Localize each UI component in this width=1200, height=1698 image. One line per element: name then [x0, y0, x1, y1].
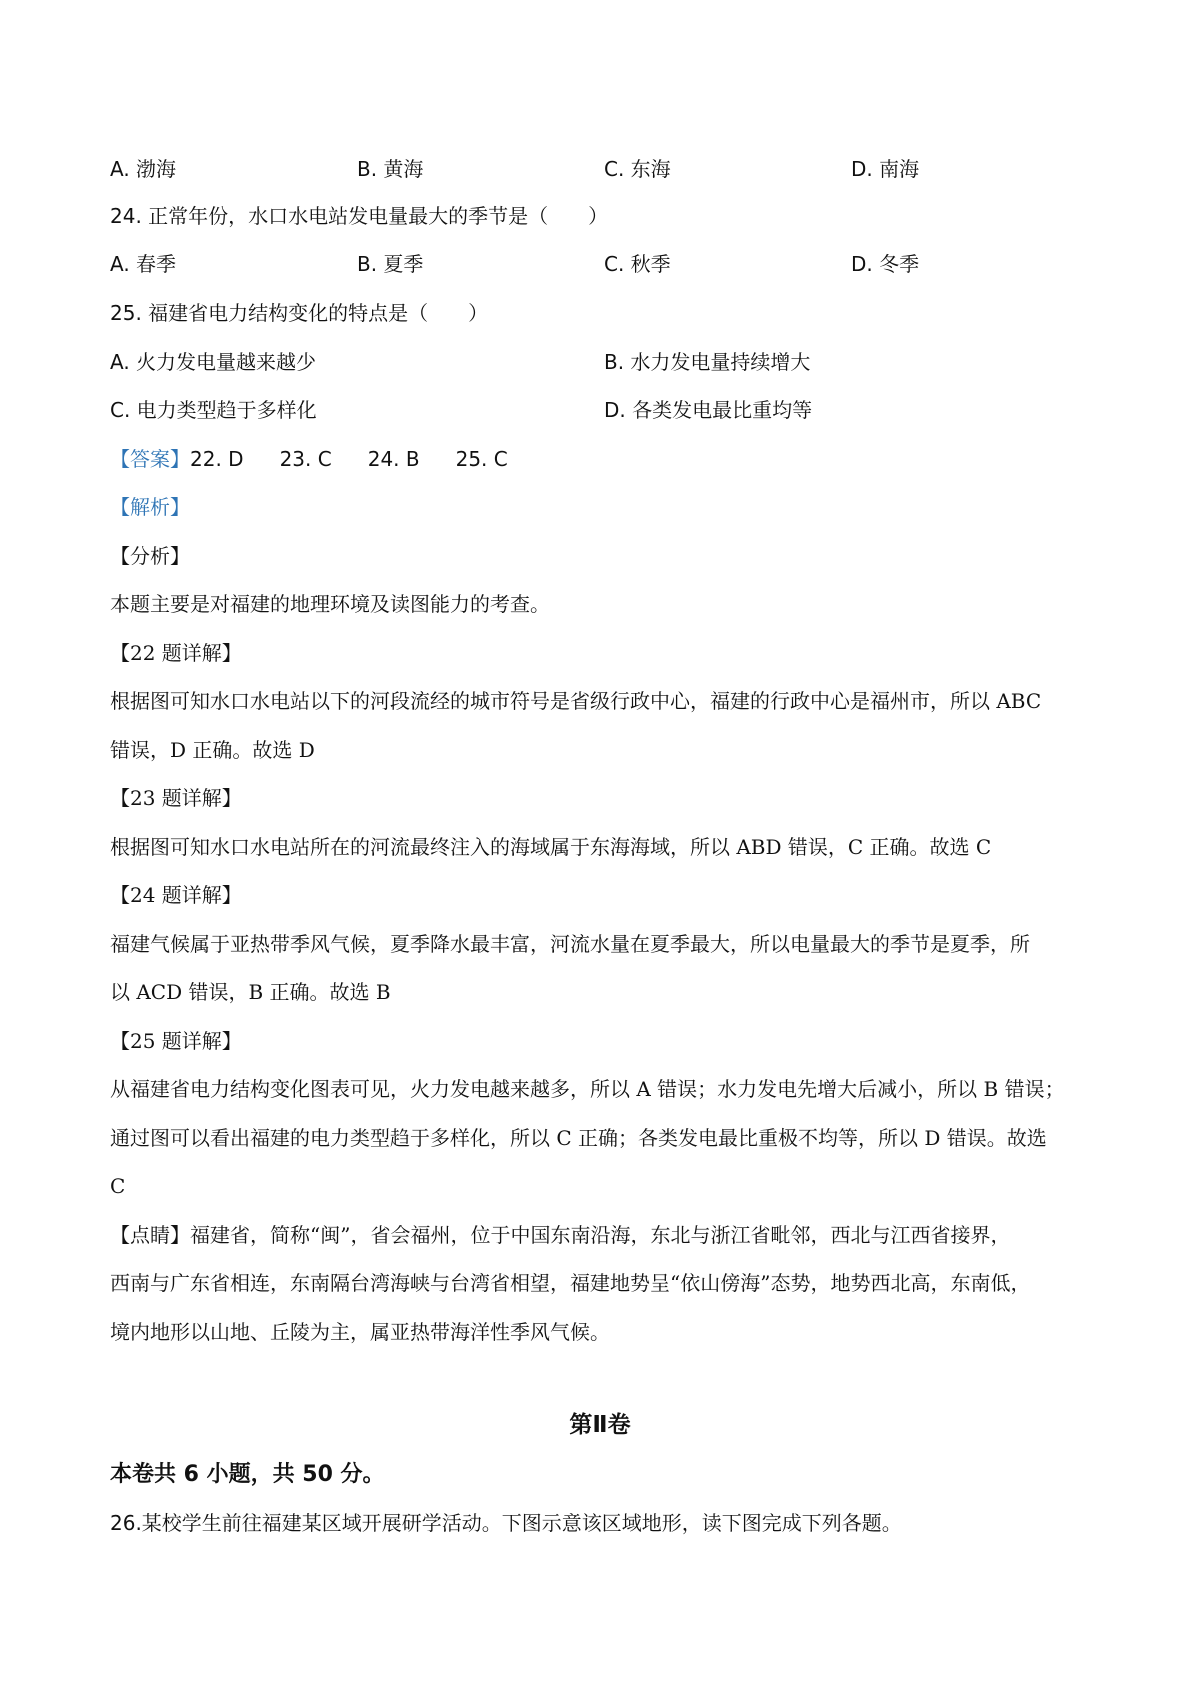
- answer-item-25: 25. C: [455, 447, 508, 471]
- detail-25-label: 【25 题详解】: [110, 1029, 242, 1053]
- detail-25-line-3: C: [110, 1174, 126, 1198]
- q25-option-d: D. 各类发电最比重均等: [604, 398, 813, 422]
- q25-option-b: B. 水力发电量持续增大: [604, 350, 811, 374]
- q25-option-c: C. 电力类型趋于多样化: [110, 398, 317, 422]
- q24-option-c: C. 秋季: [604, 252, 671, 276]
- analysis-label: 【解析】: [110, 495, 190, 519]
- q24-option-d: D. 冬季: [851, 252, 920, 276]
- q25-option-a: A. 火力发电量越来越少: [110, 350, 317, 374]
- detail-23-label: 【23 题详解】: [110, 786, 242, 810]
- answer-item-22: 22. D: [190, 447, 244, 471]
- section-title: 第Ⅱ卷: [569, 1412, 631, 1438]
- q23-option-d: D. 南海: [851, 157, 920, 181]
- answer-label: 【答案】: [110, 447, 190, 471]
- fenxi-label: 【分析】: [110, 544, 190, 568]
- answer-item-24: 24. B: [367, 447, 420, 471]
- q24-stem: 24. 正常年份，水口水电站发电量最大的季节是（ ）: [110, 204, 609, 228]
- detail-24-line-2: 以 ACD 错误，B 正确。故选 B: [110, 980, 391, 1004]
- dianjing-line-2: 西南与广东省相连，东南隔台湾海峡与台湾省相望，福建地势呈“依山傍海”态势，地势西北高，东南低，: [110, 1271, 1031, 1295]
- detail-24-label: 【24 题详解】: [110, 883, 242, 907]
- q26-stem: 26.某校学生前往福建某区域开展研学活动。下图示意该区域地形，读下图完成下列各题。: [110, 1511, 902, 1535]
- answer-item-23: 23. C: [279, 447, 332, 471]
- q25-stem: 25. 福建省电力结构变化的特点是（ ）: [110, 301, 489, 325]
- detail-25-line-2: 通过图可以看出福建的电力类型趋于多样化，所以 C 正确；各类发电最比重极不均等，所以 D 错误。故选: [110, 1126, 1047, 1150]
- q24-option-b: B. 夏季: [357, 252, 424, 276]
- dianjing-line-3: 境内地形以山地、丘陵为主，属亚热带海洋性季风气候。: [110, 1320, 610, 1344]
- answer-line: [110, 445, 1100, 473]
- detail-22-label: 【22 题详解】: [110, 641, 242, 665]
- q23-option-a: A. 渤海: [110, 157, 177, 181]
- q24-option-a: A. 春季: [110, 252, 177, 276]
- detail-24-line-1: 福建气候属于亚热带季风气候，夏季降水最丰富，河流水量在夏季最大，所以电量最大的季节是夏季，所: [110, 932, 1030, 956]
- detail-22-line-2: 错误，D 正确。故选 D: [110, 738, 315, 762]
- fenxi-text: 本题主要是对福建的地理环境及读图能力的考查。: [110, 592, 550, 616]
- section-subtitle: 本卷共 6 小题，共 50 分。: [110, 1462, 385, 1487]
- detail-23-line-1: 根据图可知水口水电站所在的河流最终注入的海域属于东海海域，所以 ABD 错误，C 正确。故选 C: [110, 835, 992, 859]
- q23-option-b: B. 黄海: [357, 157, 424, 181]
- detail-25-line-1: 从福建省电力结构变化图表可见，火力发电越来越多，所以 A 错误；水力发电先增大后减小，所以 B 错误；: [110, 1077, 1065, 1101]
- detail-22-line-1: 根据图可知水口水电站以下的河段流经的城市符号是省级行政中心，福建的行政中心是福州市，所以 ABC: [110, 689, 1042, 713]
- q23-option-c: C. 东海: [604, 157, 671, 181]
- dianjing-line-1: 【点睛】福建省，简称“闽”，省会福州，位于中国东南沿海，东北与浙江省毗邻，西北与江西省接界，: [110, 1223, 1011, 1247]
